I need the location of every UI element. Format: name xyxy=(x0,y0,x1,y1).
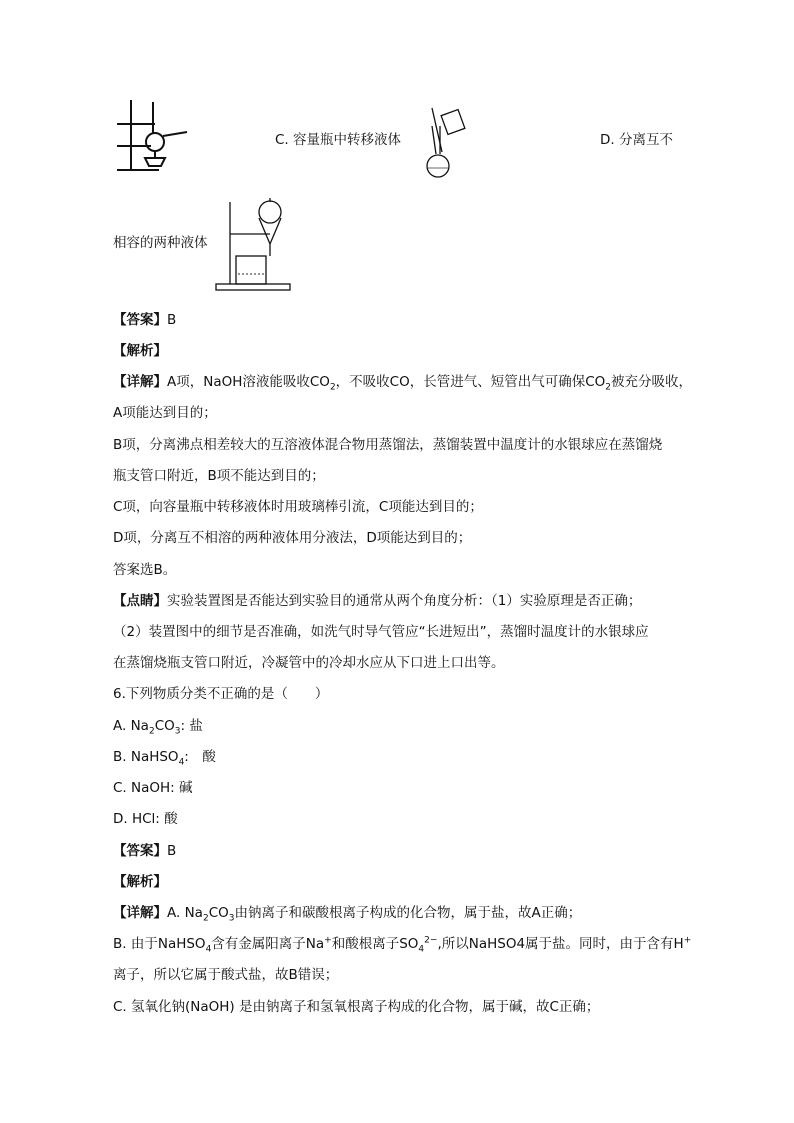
answer-tag: 【答案】 xyxy=(113,843,167,859)
q6-option-d: D. HCl: 酸 xyxy=(113,811,178,827)
q6-detail-a: 【详解】A. $Na_2CO_3$由钠离子和碳酸根离子构成的化合物，属于盐，故A正确； xyxy=(113,905,582,924)
distillation-apparatus-figure xyxy=(115,98,193,174)
option-d-label-start: D. 分离互不 xyxy=(600,132,673,148)
q5-answer xyxy=(113,310,176,330)
q6-option-c: C. NaOH: 碱 xyxy=(113,780,193,796)
q5-point-cont-1: （2）装置图中的细节是否准确，如洗气时导气管应“长进短出”，蒸馏时温度计的水银球应 xyxy=(113,624,649,640)
q6-analysis-tag: 【解析】 xyxy=(113,874,167,890)
q5-detail-a-cont: A项能达到目的； xyxy=(113,405,217,421)
q6-option-b: B. NaHSO$_4$: 酸 xyxy=(113,749,216,768)
q6-detail-b-cont: 离子，所以它属于酸式盐，故B错误； xyxy=(113,967,339,983)
separatory-funnel-figure xyxy=(210,194,294,294)
q5-analysis-tag: 【解析】 xyxy=(113,343,167,359)
option-d-label-end: 相容的两种液体 xyxy=(113,235,208,251)
q5-detail-b: B项，分离沸点相差较大的互溶液体混合物用蒸馏法，蒸馏装置中温度计的水银球应在蒸馏烧 xyxy=(113,437,663,453)
q6-stem: 6.下列物质分类不正确的是（ ） xyxy=(113,686,329,702)
detail-tag: 【详解】 xyxy=(113,374,167,390)
answer-value: B xyxy=(167,843,177,859)
point-tag: 【点睛】 xyxy=(113,593,167,609)
q6-option-a: A. $Na_2CO_3$: 盐 xyxy=(113,718,203,737)
q6-detail-b: B. 由于NaHSO$_4$含有金属阳离子Na+和酸根离子$SO_4^{2-}$,所以NaHSO4属于盐。同时，由于含有H+ xyxy=(113,935,692,955)
volumetric-flask-figure xyxy=(418,106,474,180)
q5-point: 【点睛】实验装置图是否能达到实验目的通常从两个角度分析：（1）实验原理是否正确； xyxy=(113,593,642,609)
q5-detail-a: 【详解】A项，NaOH溶液能吸收$CO_2$，不吸收CO，长管进气、短管出气可确保$CO_2$被充分吸收， xyxy=(113,374,693,393)
q6-answer xyxy=(113,841,176,861)
q5-point-cont-2: 在蒸馏烧瓶支管口附近，冷凝管中的冷却水应从下口进上口出等。 xyxy=(113,655,505,671)
q6-detail-c: C. 氢氧化钠(NaOH) 是由钠离子和氢氧根离子构成的化合物，属于碱，故C正确； xyxy=(113,999,600,1015)
q5-detail-c: C项，向容量瓶中转移液体时用玻璃棒引流，C项能达到目的； xyxy=(113,499,483,515)
q5-detail-d: D项，分离互不相溶的两种液体用分液法，D项能达到目的； xyxy=(113,530,472,546)
answer-tag: 【答案】 xyxy=(113,312,167,328)
option-c-label: C. 容量瓶中转移液体 xyxy=(275,132,402,148)
q5-conclusion: 答案选B。 xyxy=(113,562,177,578)
answer-value: B xyxy=(167,312,177,328)
q5-detail-b-cont: 瓶支管口附近，B项不能达到目的； xyxy=(113,468,325,484)
detail-tag: 【详解】 xyxy=(113,905,167,921)
